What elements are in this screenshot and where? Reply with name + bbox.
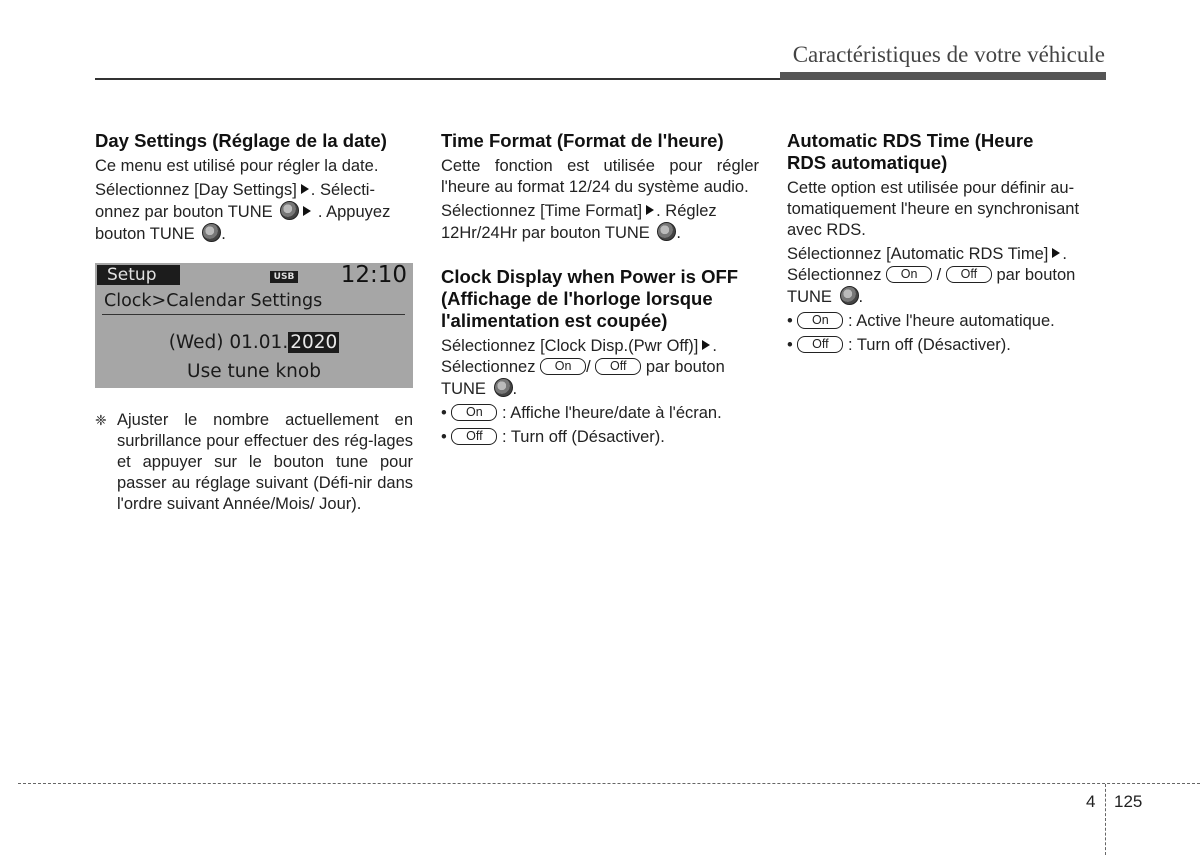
instruction-text: Sélectionnez [Time Format] — [441, 202, 643, 220]
header-rule-accent — [780, 72, 1106, 80]
on-button-icon: On — [797, 312, 843, 329]
note-text: Ajuster le nombre actuellement en surbrillance pour effectuer des rég-lages et appuyer sur le bouton tune pour passer au réglage suivant (Défi-nir dans l'ordre suivant Année/Mois/ Jour). — [117, 411, 413, 513]
note — [95, 410, 413, 515]
rds-time-heading: Automatic RDS Time (Heure RDS automatique) — [787, 130, 1034, 173]
bullet-icon: • — [441, 428, 447, 446]
instruction-text: TUNE — [441, 380, 486, 398]
lcd-divider — [102, 314, 405, 315]
time-format-intro: Cette fonction est utilisée pour régler l'heure au format 12/24 du système audio. — [441, 157, 759, 196]
arrow-right-icon — [1052, 248, 1060, 258]
bullet-icon: • — [441, 404, 447, 422]
list-item — [441, 427, 759, 448]
instruction-text: Sélectionnez [Day Settings] — [95, 181, 297, 199]
lcd-year-highlight: 2020 — [290, 332, 338, 353]
instruction-text: / — [586, 358, 591, 376]
section-number: 4 — [1086, 792, 1096, 811]
bullet-icon: • — [787, 312, 793, 330]
instruction-text: . — [858, 288, 864, 306]
column-automatic-rds-time — [787, 130, 1107, 359]
lcd-date-value: (Wed) 01.01. — [168, 332, 289, 353]
instruction-text: TUNE — [787, 288, 832, 306]
instruction-text: Sélectionnez [Automatic RDS Time] — [787, 245, 1049, 263]
usb-icon: USB — [270, 271, 298, 283]
list-item — [787, 335, 1107, 356]
off-button-icon: Off — [451, 428, 497, 445]
instruction-text: . Sélecti- — [310, 181, 375, 199]
list-item-text: : Affiche l'heure/date à l'écran. — [501, 404, 722, 422]
clock-display-instructions — [441, 336, 759, 400]
rds-time-instructions — [787, 244, 1107, 308]
tune-knob-icon — [494, 378, 513, 397]
lcd-display — [95, 263, 413, 388]
instruction-text: / — [936, 266, 942, 284]
page-header-title: Caractéristiques de votre véhicule — [792, 42, 1105, 67]
instruction-text: . — [712, 337, 717, 355]
day-settings-heading: Day Settings (Réglage de la date) — [95, 130, 387, 151]
tune-knob-icon — [202, 223, 221, 242]
off-button-icon: Off — [946, 266, 992, 283]
lcd-clock: 12:10 — [340, 262, 407, 288]
instruction-text: Sélectionnez — [787, 266, 882, 284]
on-button-icon: On — [451, 404, 497, 421]
instruction-text: . — [1062, 245, 1067, 263]
on-button-icon: On — [886, 266, 932, 283]
lcd-menu-path: Clock>Calendar Settings — [104, 291, 323, 311]
tune-knob-icon — [657, 222, 676, 241]
arrow-right-icon — [301, 184, 309, 194]
instruction-text: . — [676, 224, 681, 242]
column-time-format — [441, 130, 759, 451]
tune-knob-icon — [280, 201, 299, 220]
instruction-text: . — [221, 225, 226, 243]
tune-knob-icon — [840, 286, 859, 305]
instruction-text: par bouton — [645, 358, 725, 376]
day-settings-instructions — [95, 180, 413, 245]
arrow-right-icon — [303, 206, 311, 216]
instruction-text: . Appuyez — [317, 203, 391, 221]
instruction-text: Sélectionnez — [441, 358, 536, 376]
lcd-hint: Use tune knob — [187, 361, 321, 382]
instruction-text: . Réglez — [656, 202, 717, 220]
column-day-settings — [95, 130, 413, 515]
list-item-text: : Turn off (Désactiver). — [847, 336, 1011, 354]
day-settings-intro: Ce menu est utilisé pour régler la date. — [95, 157, 379, 175]
footer-divider — [1105, 784, 1106, 855]
instruction-text: 12Hr/24Hr par bouton TUNE — [441, 224, 650, 242]
instruction-text: bouton TUNE — [95, 225, 195, 243]
arrow-right-icon — [702, 340, 710, 350]
arrow-right-icon — [646, 205, 654, 215]
list-item — [787, 311, 1107, 332]
footer-rule — [18, 783, 1200, 784]
time-format-heading: Time Format (Format de l'heure) — [441, 130, 724, 151]
instruction-text: par bouton — [996, 266, 1076, 284]
list-item-text: : Active l'heure automatique. — [847, 312, 1055, 330]
instruction-text: Sélectionnez [Clock Disp.(Pwr Off)] — [441, 337, 699, 355]
instruction-text: onnez par bouton TUNE — [95, 203, 273, 221]
lcd-status-bar — [95, 263, 413, 287]
lcd-setup-label: Setup — [97, 265, 180, 285]
rds-time-intro: Cette option est utilisée pour définir au-tomatiquement l'heure en synchronisant avec RDS. — [787, 179, 1080, 239]
instruction-text: . — [512, 380, 518, 398]
on-button-icon: On — [540, 358, 586, 375]
off-button-icon: Off — [797, 336, 843, 353]
page-number: 125 — [1114, 792, 1143, 811]
time-format-instructions — [441, 201, 759, 244]
bullet-icon: • — [787, 336, 793, 354]
list-item-text: : Turn off (Désactiver). — [501, 428, 665, 446]
list-item — [441, 403, 759, 424]
lcd-date — [95, 331, 413, 355]
clock-display-heading: Clock Display when Power is OFF (Affichage de l'horloge lorsque l'alimentation est coupée) — [441, 266, 739, 331]
note-mark-icon: ❈ — [95, 412, 107, 428]
off-button-icon: Off — [595, 358, 641, 375]
